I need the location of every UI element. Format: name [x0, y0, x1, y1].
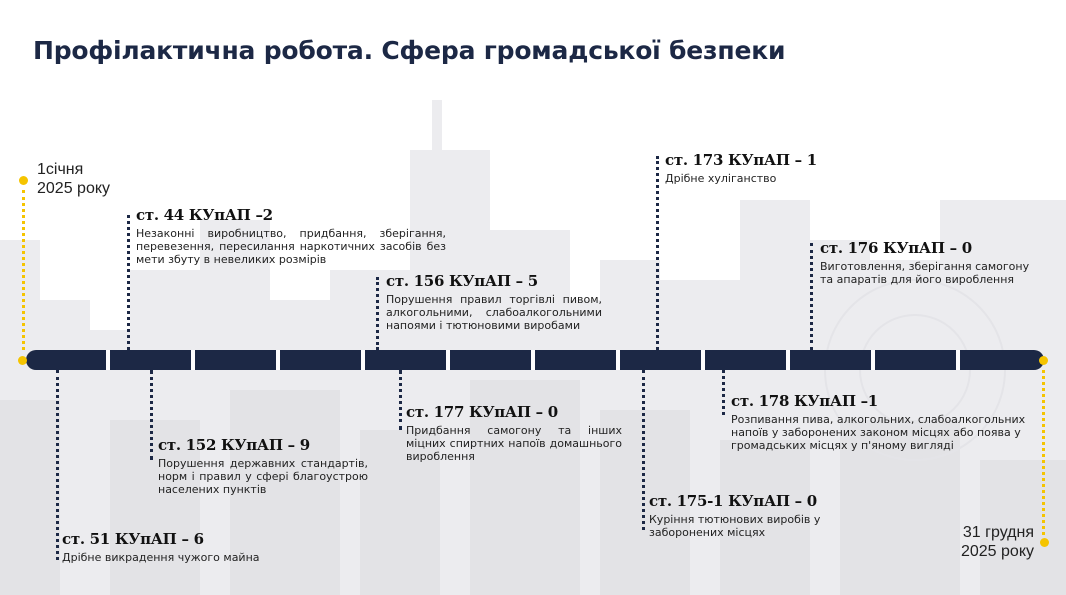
item-heading: ст. 178 КУпАП –1	[731, 392, 878, 410]
timeline-segment-divider	[701, 350, 705, 370]
item-heading: ст. 51 КУпАП – 6	[62, 530, 204, 548]
item-heading: ст. 177 КУпАП – 0	[406, 403, 558, 421]
item-description: Дрібне хуліганство	[665, 172, 777, 185]
page-title: Профілактична робота. Сфера громадської безпеки	[33, 36, 786, 65]
timeline-item-art-156	[386, 272, 602, 332]
item-heading: ст. 176 КУпАП – 0	[820, 239, 972, 257]
item-heading: ст. 156 КУпАП – 5	[386, 272, 538, 290]
timeline-item-art-152	[158, 436, 368, 496]
end-date-line1: 31 грудня	[962, 524, 1034, 541]
end-date-dot	[1040, 538, 1049, 547]
item-description: Виготовлення, зберігання самогону та апаратів для його вироблення	[820, 260, 1030, 286]
start-date-label	[37, 160, 110, 198]
timeline-bar	[26, 350, 1044, 370]
timeline-item-art-176	[820, 239, 1040, 286]
marker-stem	[127, 215, 130, 350]
timeline-item-art-175-1	[649, 492, 829, 539]
timeline-end-dot	[1039, 356, 1048, 365]
start-date-dot	[19, 176, 28, 185]
timeline-segment-divider	[276, 350, 280, 370]
timeline-segment-divider	[616, 350, 620, 370]
timeline-item-art-173	[665, 151, 865, 185]
timeline-item-art-177	[406, 403, 622, 463]
item-description: Дрібне викрадення чужого майна	[62, 551, 260, 564]
item-description: Розпивання пива, алкогольних, слабоалкогольних напоїв у заборонених законом місцях або поява у громадських місцях у п'яному вигляді	[731, 413, 1026, 452]
timeline-segment-divider	[446, 350, 450, 370]
marker-stem	[376, 277, 379, 350]
item-description: Порушення державних стандартів, норм і правил у сфері благоустрою населених пунктів	[158, 457, 368, 496]
marker-stem	[810, 243, 813, 350]
marker-stem	[642, 370, 645, 530]
timeline-segment-divider	[191, 350, 195, 370]
timeline-segment-divider	[956, 350, 960, 370]
item-description: Незаконні виробництво, придбання, зберігання, перевезення, пересилання наркотичних засобів без мети збуту в невеликих розмірів	[136, 227, 446, 266]
item-description: Куріння тютюнових виробів у заборонених місцях	[649, 513, 821, 539]
item-description: Придбання самогону та інших міцних спиртних напоїв домашнього вироблення	[406, 424, 622, 463]
end-date-dotted-line	[1042, 370, 1045, 535]
item-heading: ст. 175-1 КУпАП – 0	[649, 492, 817, 510]
timeline-segment-divider	[361, 350, 365, 370]
item-heading: ст. 44 КУпАП –2	[136, 206, 273, 224]
timeline-start-dot	[18, 356, 27, 365]
end-date-label	[961, 523, 1034, 561]
start-date-line2: 2025 року	[37, 180, 111, 197]
start-date-line1: 1січня	[37, 161, 84, 178]
timeline-item-art-44	[136, 206, 446, 266]
timeline-segment-divider	[531, 350, 535, 370]
timeline-segment-divider	[106, 350, 110, 370]
timeline-segment-divider	[871, 350, 875, 370]
marker-stem	[722, 370, 725, 415]
timeline-segment-divider	[786, 350, 790, 370]
marker-stem	[150, 370, 153, 460]
item-description: Порушення правил торгівлі пивом, алкогольними, слабоалкогольними напоями і тютюновими виробами	[386, 293, 602, 332]
item-heading: ст. 152 КУпАП – 9	[158, 436, 310, 454]
timeline-item-art-178	[731, 392, 1031, 452]
item-heading: ст. 173 КУпАП – 1	[665, 151, 817, 169]
timeline-item-art-51	[62, 530, 292, 564]
marker-stem	[56, 370, 59, 560]
marker-stem	[399, 370, 402, 430]
start-date-dotted-line	[22, 190, 25, 350]
end-date-line2: 2025 року	[960, 543, 1034, 560]
marker-stem	[656, 156, 659, 350]
